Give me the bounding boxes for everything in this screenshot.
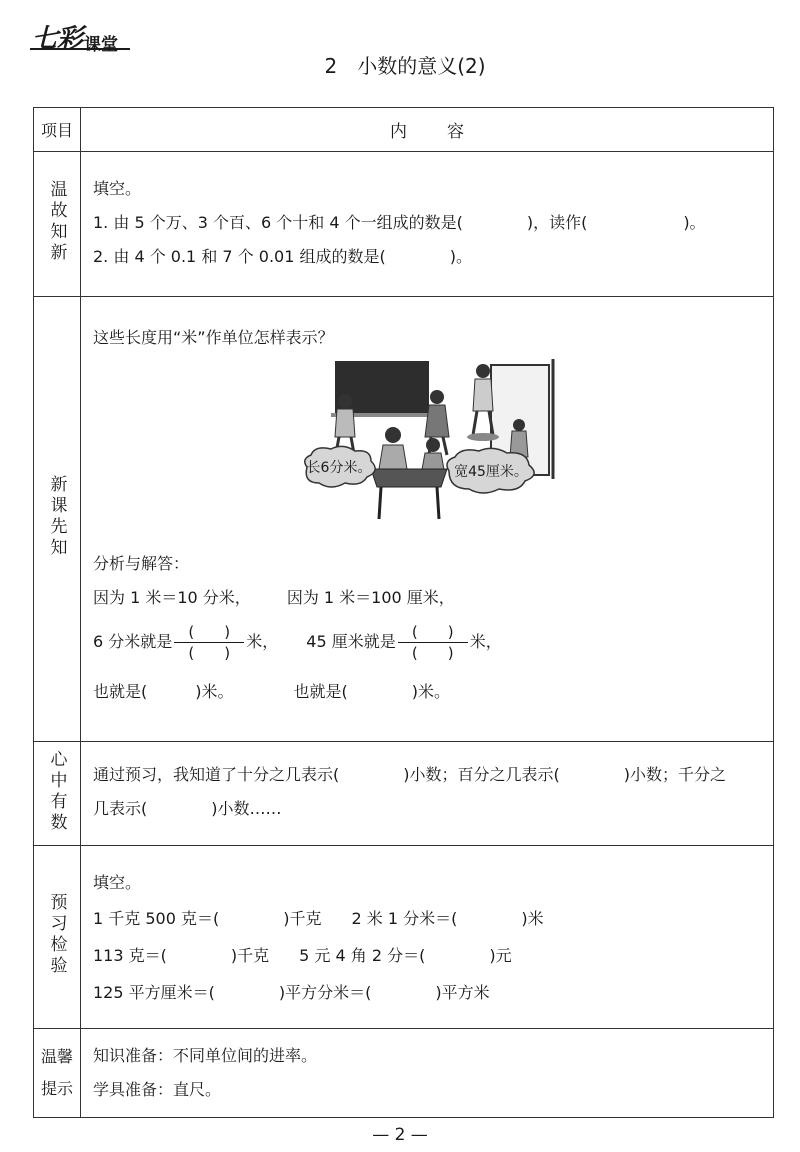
- new-lesson-question: 这些长度用“米”作单位怎样表示？: [93, 328, 334, 347]
- thatis-line: [93, 675, 761, 709]
- mind-label-cell: [34, 742, 81, 846]
- tips-line-2: 学具准备：直尺。: [93, 1080, 222, 1099]
- lesson-title: 2 小数的意义(2): [324, 54, 486, 78]
- brand-main: 七彩: [32, 24, 83, 54]
- mind-label: 心中有数: [46, 749, 67, 834]
- bubble-left-text: 长6分米。: [306, 460, 372, 476]
- new-lesson-label: 新课先知: [46, 475, 67, 559]
- preview-line-2: [93, 937, 761, 974]
- preview-label: 预习检验: [46, 893, 67, 977]
- header-row: [34, 108, 774, 152]
- preview-2a: 113 克＝( )千克: [93, 946, 270, 965]
- fraction-right-denominator: ( ): [411, 644, 454, 662]
- worksheet-table: [33, 107, 774, 1118]
- mind-content-cell: [81, 742, 774, 846]
- mind-line-1: 通过预习，我知道了十分之几表示( )小数；百分之几表示( )小数；千分之: [93, 765, 726, 784]
- review-label-cell: [34, 152, 81, 297]
- fraction-right: [398, 622, 468, 663]
- review-instruction: 填空。: [93, 179, 142, 198]
- mind-line-2: 几表示( )小数……: [93, 799, 282, 818]
- fraction-left-numerator: ( ): [188, 623, 231, 641]
- thatis-left: 也就是( )米。: [93, 682, 234, 701]
- tips-label-2: 提示: [40, 1079, 73, 1098]
- classroom-illustration: [301, 359, 557, 529]
- new-lesson-label-cell: [34, 297, 81, 742]
- review-label: 温故知新: [46, 180, 67, 264]
- tips-label-cell: [34, 1029, 81, 1118]
- new-lesson-content-cell: [81, 297, 774, 742]
- fraction-line: [93, 615, 761, 669]
- thatis-right: 也就是( )米。: [293, 682, 450, 701]
- tips-label-1: 温馨: [40, 1047, 73, 1066]
- review-question-2: 2. 由 4 个 0.1 和 7 个 0.01 组成的数是( )。: [93, 247, 472, 266]
- because-line: [93, 581, 761, 615]
- review-content-cell: [81, 152, 774, 297]
- because-left: 因为 1 米＝10 分米，: [93, 588, 251, 607]
- preview-instruction: 填空。: [93, 873, 142, 892]
- frac-right-prefix: 45 厘米就是: [306, 632, 396, 651]
- preview-line-3: 125 平方厘米＝( )平方分米＝( )平方米: [93, 983, 490, 1002]
- frac-right-suffix: 米，: [469, 632, 502, 651]
- tips-content-cell: [81, 1029, 774, 1118]
- review-row: [34, 152, 774, 297]
- tips-row: [34, 1029, 774, 1118]
- preview-1b: 2 米 1 分米＝( )米: [351, 909, 544, 928]
- header-label-cell: [34, 108, 81, 152]
- page-number: — 2 —: [372, 1125, 428, 1145]
- mind-row: [34, 742, 774, 846]
- frac-left-prefix: 6 分米就是: [93, 632, 173, 651]
- preview-label-cell: [34, 846, 81, 1029]
- preview-content-cell: [81, 846, 774, 1029]
- preview-1a: 1 千克 500 克＝( )千克: [93, 909, 322, 928]
- frac-left-suffix: 米，: [246, 632, 279, 651]
- new-lesson-row: [34, 297, 774, 742]
- tips-line-1: 知识准备：不同单位间的进率。: [93, 1046, 318, 1065]
- bubble-right-text: 宽45厘米。: [454, 464, 528, 480]
- because-right: 因为 1 米＝100 厘米，: [286, 588, 455, 607]
- preview-line-1: [93, 900, 761, 937]
- preview-2b: 5 元 4 角 2 分＝( )元: [299, 946, 512, 965]
- fraction-right-numerator: ( ): [411, 623, 454, 641]
- analysis-title: 分析与解答：: [93, 554, 190, 573]
- review-question-1: 1. 由 5 个万、3 个百、6 个十和 4 个一组成的数是( )，读作( )。: [93, 213, 706, 232]
- header-label: 项目: [40, 121, 73, 140]
- fraction-left: [174, 622, 244, 663]
- brand-sub: 课堂: [84, 35, 119, 55]
- preview-row: [34, 846, 774, 1029]
- fraction-left-denominator: ( ): [188, 644, 231, 662]
- header-content: 内容: [81, 108, 774, 152]
